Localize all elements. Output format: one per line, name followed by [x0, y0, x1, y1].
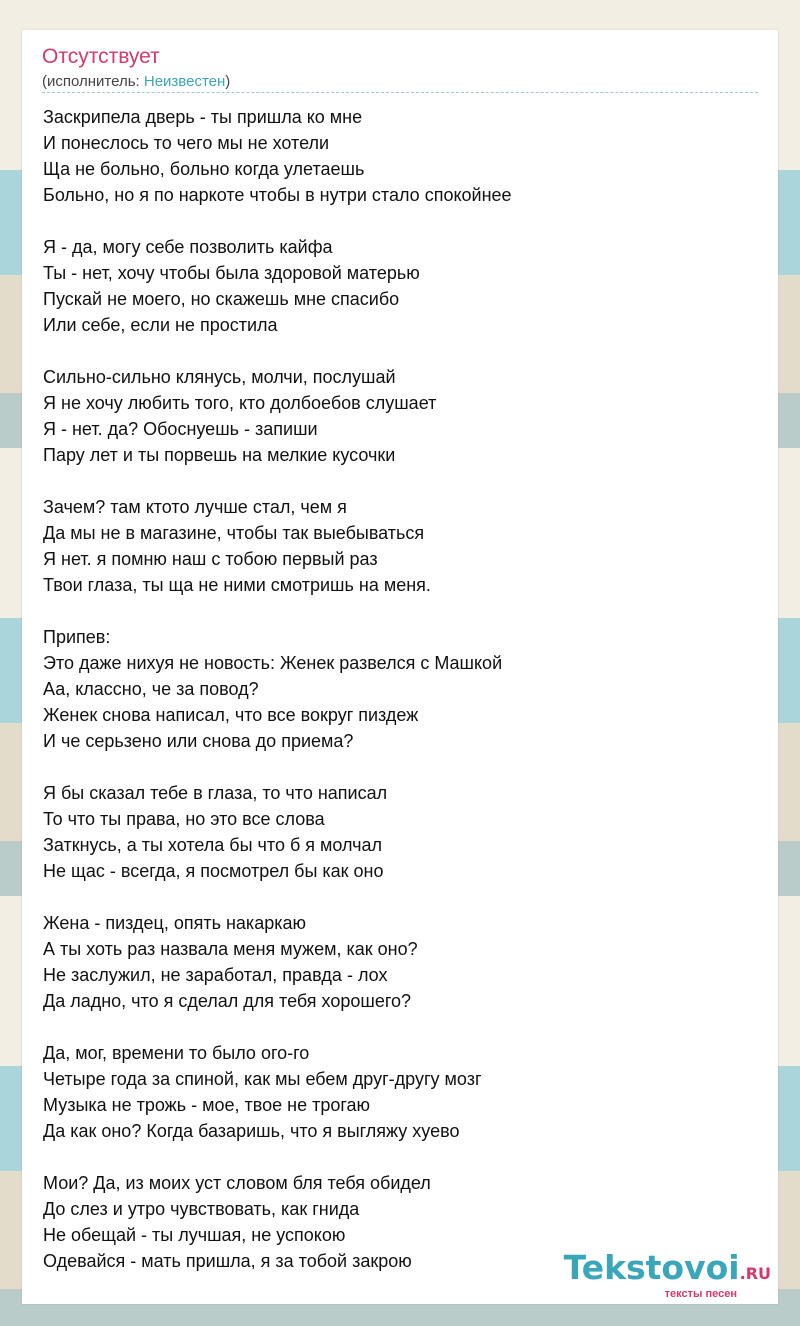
lyric-line: И че серьзено или снова до приема? [43, 731, 354, 751]
lyric-line: Это даже нихуя не новость: Женек развелся с Машкой [43, 653, 503, 673]
lyric-line: До слез и утро чувствовать, как гнида [43, 1199, 360, 1219]
lyric-line: Я - да, могу себе позволить кайфа [43, 237, 333, 257]
logo-tld: .RU [739, 1264, 771, 1283]
lyric-line: Или себе, если не простила [43, 315, 278, 335]
logo-name: Tekstovoi [563, 1248, 740, 1287]
lyrics-body [43, 104, 763, 1274]
lyric-line: Я не хочу любить того, кто долбоебов слушает [43, 393, 437, 413]
lyric-line: Музыка не трожь - мое, твое не трогаю [43, 1095, 371, 1115]
lyric-line: Не заслужил, не заработал, правда - лох [43, 965, 388, 985]
stanza-break [43, 1144, 763, 1170]
logo-wordmark [563, 1248, 771, 1291]
lyric-line: И понеслось то чего мы не хотели [43, 133, 330, 153]
lyric-line: Заскрипела дверь - ты пришла ко мне [43, 107, 363, 127]
lyric-line: Не щас - всегда, я посмотрел бы как оно [43, 861, 384, 881]
performer-link[interactable]: Неизвестен [143, 73, 226, 90]
lyric-line: Ща не больно, больно когда улетаешь [43, 159, 365, 179]
stanza-break [43, 468, 763, 494]
stanza-break [43, 884, 763, 910]
stanza-break [43, 208, 763, 234]
lyric-line: Припев: [43, 627, 111, 647]
lyric-line: Сильно-сильно клянусь, молчи, послушай [43, 367, 396, 387]
lyric-line: Пускай не моего, но скажешь мне спасибо [43, 289, 400, 309]
lyric-line: Я бы сказал тебе в глаза, то что написал [43, 783, 388, 803]
performer-line [42, 72, 230, 92]
lyric-line: Заткнусь, а ты хотела бы что б я молчал [43, 835, 383, 855]
lyric-line: Одевайся - мать пришла, я за тобой закрою [43, 1251, 412, 1271]
lyric-line: То что ты права, но это все слова [43, 809, 325, 829]
lyric-line: Пару лет и ты порвешь на мелкие кусочки [43, 445, 396, 465]
song-title: Отсутствует [42, 45, 160, 68]
stanza-break [43, 598, 763, 624]
lyric-line: Жена - пиздец, опять накаркаю [43, 913, 306, 933]
lyrics-card [22, 30, 778, 1304]
performer-suffix: ) [225, 73, 231, 90]
lyric-line: Ты - нет, хочу чтобы была здоровой матерью [43, 263, 420, 283]
lyric-line: Я - нет. да? Обоснуешь - запиши [43, 419, 318, 439]
performer-prefix: (исполнитель: [42, 73, 144, 90]
lyric-line: Не обещай - ты лучшая, не успокою [43, 1225, 346, 1245]
lyric-line: Больно, но я по наркоте чтобы в нутри стало спокойнее [43, 185, 512, 205]
stanza-break [43, 338, 763, 364]
lyric-line: Аа, классно, че за повод? [43, 679, 259, 699]
logo-tagline: тексты песен [664, 1288, 737, 1300]
stanza-break [43, 1014, 763, 1040]
lyric-line: Я нет. я помню наш с тобою первый раз [43, 549, 378, 569]
lyric-line: А ты хоть раз назвала меня мужем, как оно? [43, 939, 418, 959]
title-divider [42, 92, 758, 93]
lyric-line: Да как оно? Когда базаришь, что я выгляжу хуево [43, 1121, 460, 1141]
site-logo[interactable] [563, 1248, 771, 1300]
lyric-line: Женек снова написал, что все вокруг пиздеж [43, 705, 419, 725]
stanza-break [43, 754, 763, 780]
lyric-line: Да ладно, что я сделал для тебя хорошего? [43, 991, 412, 1011]
lyric-line: Да мы не в магазине, чтобы так выебываться [43, 523, 425, 543]
lyric-line: Четыре года за спиной, как мы ебем друг-другу мозг [43, 1069, 482, 1089]
lyric-line: Да, мог, времени то было ого-го [43, 1043, 310, 1063]
lyric-line: Зачем? там ктото лучше стал, чем я [43, 497, 347, 517]
lyric-line: Мои? Да, из моих уст словом бля тебя обидел [43, 1173, 431, 1193]
lyric-line: Твои глаза, ты ща не ними смотришь на меня. [43, 575, 431, 595]
